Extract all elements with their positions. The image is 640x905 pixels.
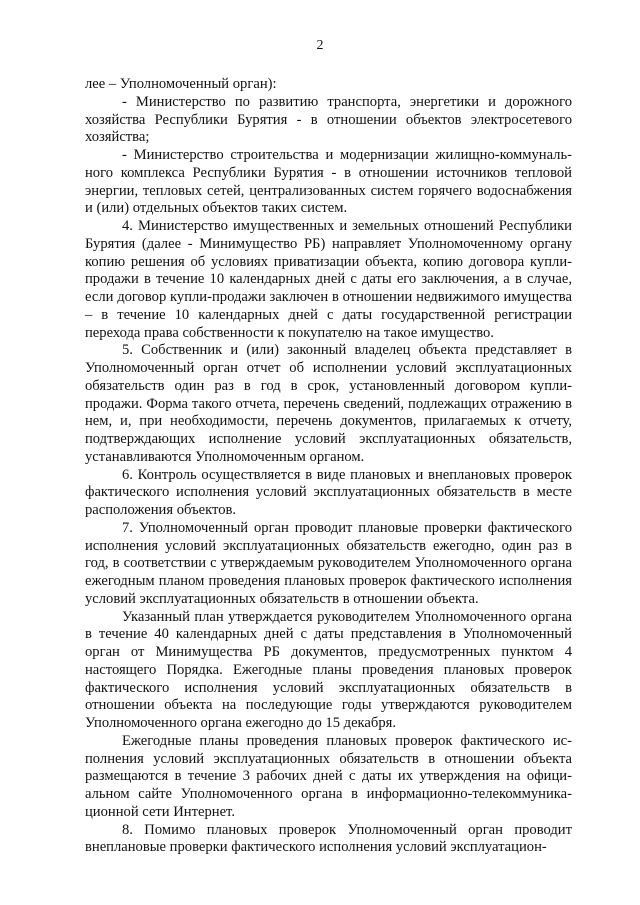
paragraph-plan-publication: Ежегодные планы проведения плановых проверок фактического исполнения условий эксплуатационных обязательств в отношении объекта размещаются в течение 3 рабочих дней с даты их утверждения на официальном сайте Уполномоченного органа в информационно-телекоммуникационной сети Интернет. — [85, 732, 572, 820]
paragraph-item-5: 5. Собственник и (или) законный владелец объекта представляет в Уполномоченный орган отчет об исполнении условий эксплуатационных обязательств один раз в год в срок, установленный договором купли-продажи. Форма такого отчета, перечень сведений, подлежащих отражению в нем, и, при необходимости, перечень документов, прилагаемых к отчету, подтверждающих исполнение условий эксплуатационных обязательств, устанавливаются Уполномоченным органом. — [85, 342, 572, 465]
paragraph-list-item-transport-ministry: - Министерство по развитию транспорта, энергетики и дорожного хозяйства Республики Бурятия - в отношении объектов электросетевого хозяйства; — [85, 93, 572, 146]
page-number: 2 — [316, 38, 324, 53]
paragraph-item-4: 4. Министерство имущественных и земельных отношений Республики Бурятия (далее - Минимущество РБ) направляет Уполномоченному органу копию решения об условиях приватизации объекта, копию договора купли-продажи в течение 10 календарных дней с даты его заключения, а в случае, если договор купли-продажи заключен в отношении недвижимого имущества – в течение 10 календарных дней с даты государственной регистрации перехода права собственности к покупателю на такое имущество. — [85, 218, 572, 341]
paragraph-item-8: 8. Помимо плановых проверок Уполномоченный орган проводит внеплановые проверки фактического исполнения условий эксплуатацион- — [85, 821, 572, 856]
paragraph-item-6: 6. Контроль осуществляется в виде плановых и внеплановых проверок фактического исполнения условий эксплуатационных обязательств в месте расположения объектов. — [85, 466, 572, 518]
paragraph-item-7: 7. Уполномоченный орган проводит плановые проверки фактического исполнения условий эксплуатационных обязательств ежегодно, один раз в год, в соответствии с утверждаемым руководителем Уполномоченного органа ежегодным планом проведения плановых проверок фактического исполнения условий эксплуатационных обязательств в отношении объекта. — [85, 519, 572, 607]
paragraph-list-item-construction-ministry: - Министерство строительства и модернизации жилищно-коммунального комплекса Республики Бурятия - в отношении источников тепловой энергии, тепловых сетей, централизованных систем горячего водоснабжения и (или) отдельных объектов таких систем. — [85, 147, 572, 217]
paragraph-plan-approval: Указанный план утверждается руководителем Уполномоченного органа в течение 40 календарных дней с даты представления в Уполномоченный орган от Минимущества РБ документов, предусмотренных пунктом 4 настоящего Порядка. Ежегодные планы проведения плановых проверок фактического исполнения условий эксплуатационных обязательств в отношении объекта на последующие годы утверждаются руководителем Уполномоченного органа ежегодно до 15 декабря. — [85, 608, 572, 731]
paragraph-continuation: лее – Уполномоченный орган): — [85, 76, 277, 92]
document-body — [85, 76, 572, 857]
